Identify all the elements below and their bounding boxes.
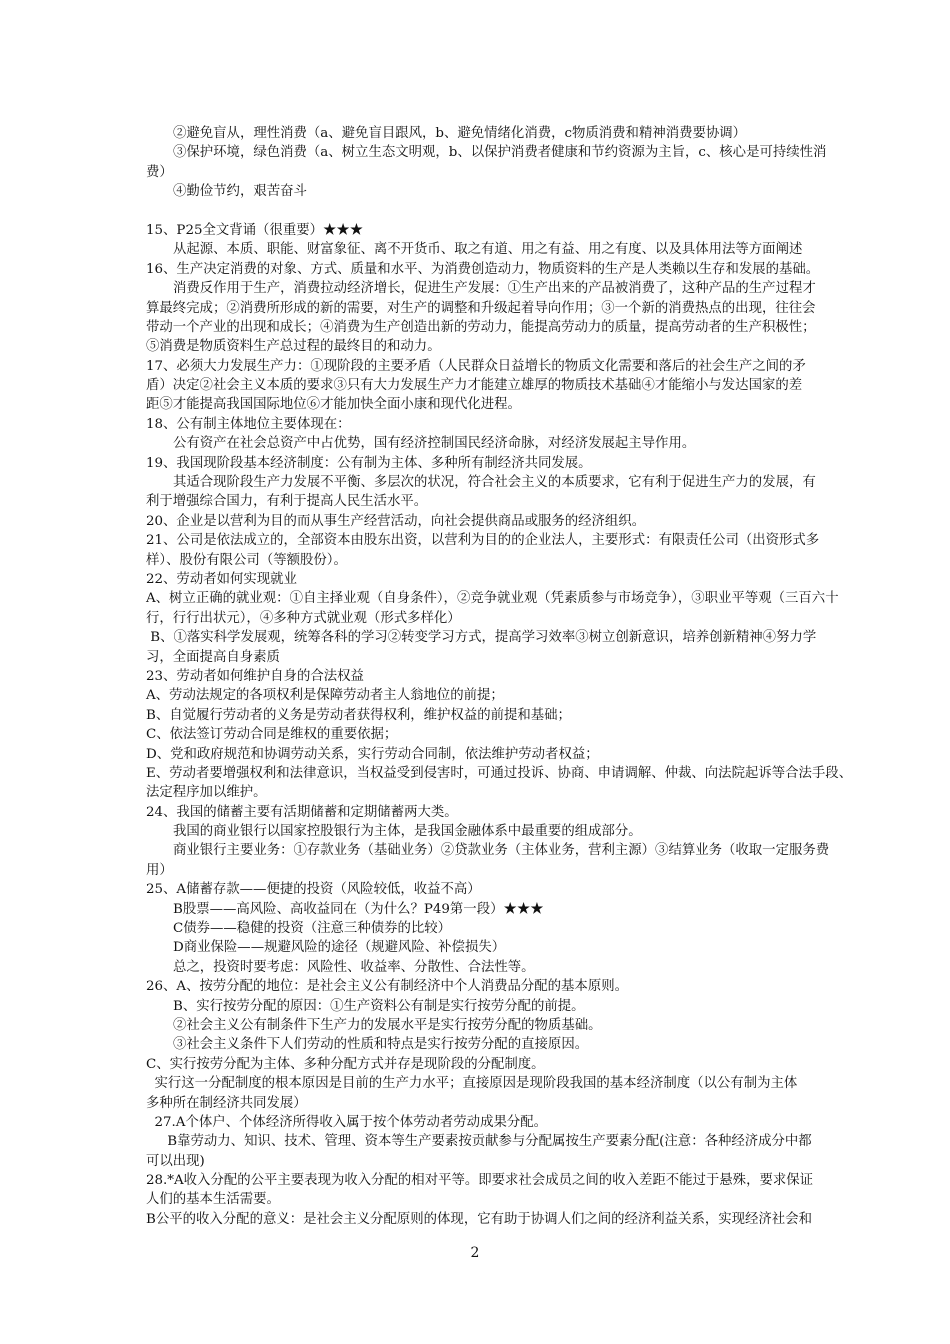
page-number: 2	[470, 1245, 480, 1261]
text-line: 可以出现)	[146, 1153, 205, 1169]
text-line: 我国的商业银行以国家控股银行为主体，是我国金融体系中最重要的组成部分。	[173, 824, 642, 840]
text-line: 27.A个体户、个体经济所得收入属于按个体劳动者劳动成果分配。	[146, 1114, 548, 1130]
text-line: 费）	[146, 164, 173, 180]
text-line: ②社会主义公有制条件下生产力的发展水平是实行按劳分配的物质基础。	[173, 1017, 602, 1033]
text-line: 消费反作用于生产，消费拉动经济增长，促进生产发展：①生产出来的产品被消费了，这种产品的生产过程才	[173, 281, 816, 297]
text-line: 18、公有制主体地位主要体现在：	[146, 416, 351, 432]
text-line: ⑤消费是物质资料生产总过程的最终目的和动力。	[146, 339, 441, 355]
text-line: A、劳动法规定的各项权利是保障劳动者主人翁地位的前提；	[146, 688, 504, 704]
text-line: 多种所在制经济共同发展）	[146, 1095, 307, 1111]
text-line: 样）、股份有限公司（等额股份）。	[146, 552, 347, 568]
text-line: 28.*A收入分配的公平主要表现为收入分配的相对平等。即要求社会成员之间的收入差距不能过于悬殊，要求保证	[146, 1173, 814, 1189]
blank-line	[146, 202, 818, 221]
text-line: 16、生产决定消费的对象、方式、质量和水平、为消费创造动力，物质资料的生产是人类赖以生存和发展的基础。	[146, 261, 820, 277]
text-line: 实行这一分配制度的根本原因是目前的生产力水平；直接原因是现阶段我国的基本经济制度（以公有制为主体	[146, 1076, 798, 1092]
text-line: 17、必须大力发展生产力：①现阶段的主要矛盾（人民群众日益增长的物质文化需要和落后的社会生产之间的矛	[146, 358, 806, 374]
text-line: 从起源、本质、职能、财富象征、离不开货币、取之有道、用之有益、用之有度、以及具体用法等方面阐述	[173, 242, 803, 258]
text-line: ③社会主义条件下人们劳动的性质和特点是实行按劳分配的直接原因。	[173, 1037, 589, 1053]
text-line: 19、我国现阶段基本经济制度：公有制为主体、多种所有制经济共同发展。	[146, 455, 592, 471]
text-line: A、树立正确的就业观：①自主择业观（自身条件），②竞争就业观（凭素质参与市场竞争），③职业平等观（三百六十	[146, 591, 839, 607]
text-line: 22、劳动者如何实现就业	[146, 571, 297, 587]
document-body	[146, 124, 853, 1229]
text-line: 利于增强综合国力，有利于提高人民生活水平。	[146, 494, 428, 510]
text-line: ④勤俭节约，艰苦奋斗	[173, 184, 307, 200]
text-line: B、实行按劳分配的原因：①生产资料公有制是实行按劳分配的前提。	[173, 998, 585, 1014]
text-line: B、①落实科学发展观，统筹各科的学习②转变学习方式，提高学习效率③树立创新意识，培养创新精神④努力学	[146, 630, 817, 646]
text-line: C债券——稳健的投资（注意三种债券的比较）	[173, 921, 452, 937]
text-line: 法定程序加以维护。	[146, 785, 267, 801]
text-line: ③保护环境，绿色消费（a、树立生态文明观，b、以保护消费者健康和节约资源为主旨，c、核心是可持续性消	[173, 145, 827, 161]
text-line: B、自觉履行劳动者的义务是劳动者获得权利，维护权益的前提和基础；	[146, 707, 571, 723]
text-line: E、劳动者要增强权利和法律意识，当权益受到侵害时，可通过投诉、协商、申请调解、仲裁、向法院起诉等合法手段、	[146, 765, 853, 781]
text-line: 23、劳动者如何维护自身的合法权益	[146, 668, 364, 684]
text-line: 20、企业是以营利为目的而从事生产经营活动，向社会提供商品或服务的经济组织。	[146, 513, 646, 529]
text-line: 26、A、按劳分配的地位：是社会主义公有制经济中个人消费品分配的基本原则。	[146, 979, 628, 995]
text-line: D商业保险——规避风险的途径（规避风险、补偿损失）	[173, 940, 506, 956]
text-line: ②避免盲从，理性消费（a、避免盲目跟风，b、避免情绪化消费，c物质消费和精神消费要协调）	[173, 126, 747, 141]
text-line: 24、我国的储蓄主要有活期储蓄和定期储蓄两大类。	[146, 804, 458, 820]
text-line: 习，全面提高自身素质	[146, 649, 280, 665]
text-line: B公平的收入分配的意义：是社会主义分配原则的体现，它有助于协调人们之间的经济利益关系，实现经济社会和	[146, 1211, 812, 1227]
text-line: 算最终完成；②消费所形成的新的需要，对生产的调整和升级起着导向作用；③一个新的消费热点的出现，往往会	[146, 300, 816, 316]
text-line: B靠劳动力、知识、技术、管理、资本等生产要素按贡献参与分配属按生产要素分配(注意：各种经济成分中都	[146, 1134, 812, 1150]
text-line: 盾）决定②社会主义本质的要求③只有大力发展生产力才能建立雄厚的物质技术基础④才能缩小与发达国家的差	[146, 378, 803, 394]
text-line: 商业银行主要业务：①存款业务（基础业务）②贷款业务（主体业务，营利主源）③结算业务（收取一定服务费	[173, 843, 830, 859]
text-line: 25、A储蓄存款——便捷的投资（风险较低，收益不高）	[146, 882, 481, 898]
text-line: 21、公司是依法成立的，全部资本由股东出资，以营利为目的的企业法人，主要形式：有限责任公司（出资形式多	[146, 533, 820, 549]
text-line: 15、P25全文背诵（很重要）★★★	[146, 222, 364, 238]
text-line: C、实行按劳分配为主体、多种分配方式并存是现阶段的分配制度。	[146, 1056, 545, 1072]
text-line: 距⑤才能提高我国国际地位⑥才能加快全面小康和现代化进程。	[146, 397, 521, 413]
text-line: 带动一个产业的出现和成长；④消费为生产创造出新的劳动力，能提高劳动力的质量，提高劳动者的生产积极性；	[146, 319, 816, 335]
text-line: C、依法签订劳动合同是维权的重要依据；	[146, 727, 398, 743]
text-line: 行，行行出状元），④多种方式就业观（形式多样化）	[146, 610, 461, 626]
text-line: 公有资产在社会总资产中占优势，国有经济控制国民经济命脉，对经济发展起主导作用。	[173, 436, 696, 452]
text-line: 其适合现阶段生产力发展不平衡、多层次的状况，符合社会主义的本质要求，它有利于促进生产力的发展，有	[173, 475, 816, 491]
text-line: 总之，投资时要考虑：风险性、收益率、分散性、合法性等。	[173, 959, 535, 975]
text-line: B股票——高风险、高收益同在（为什么？P49第一段）★★★	[173, 901, 544, 917]
text-line: 用）	[146, 862, 173, 878]
text-line: D、党和政府规范和协调劳动关系，实行劳动合同制，依法维护劳动者权益；	[146, 746, 599, 762]
text-line: 人们的基本生活需要。	[146, 1192, 280, 1208]
